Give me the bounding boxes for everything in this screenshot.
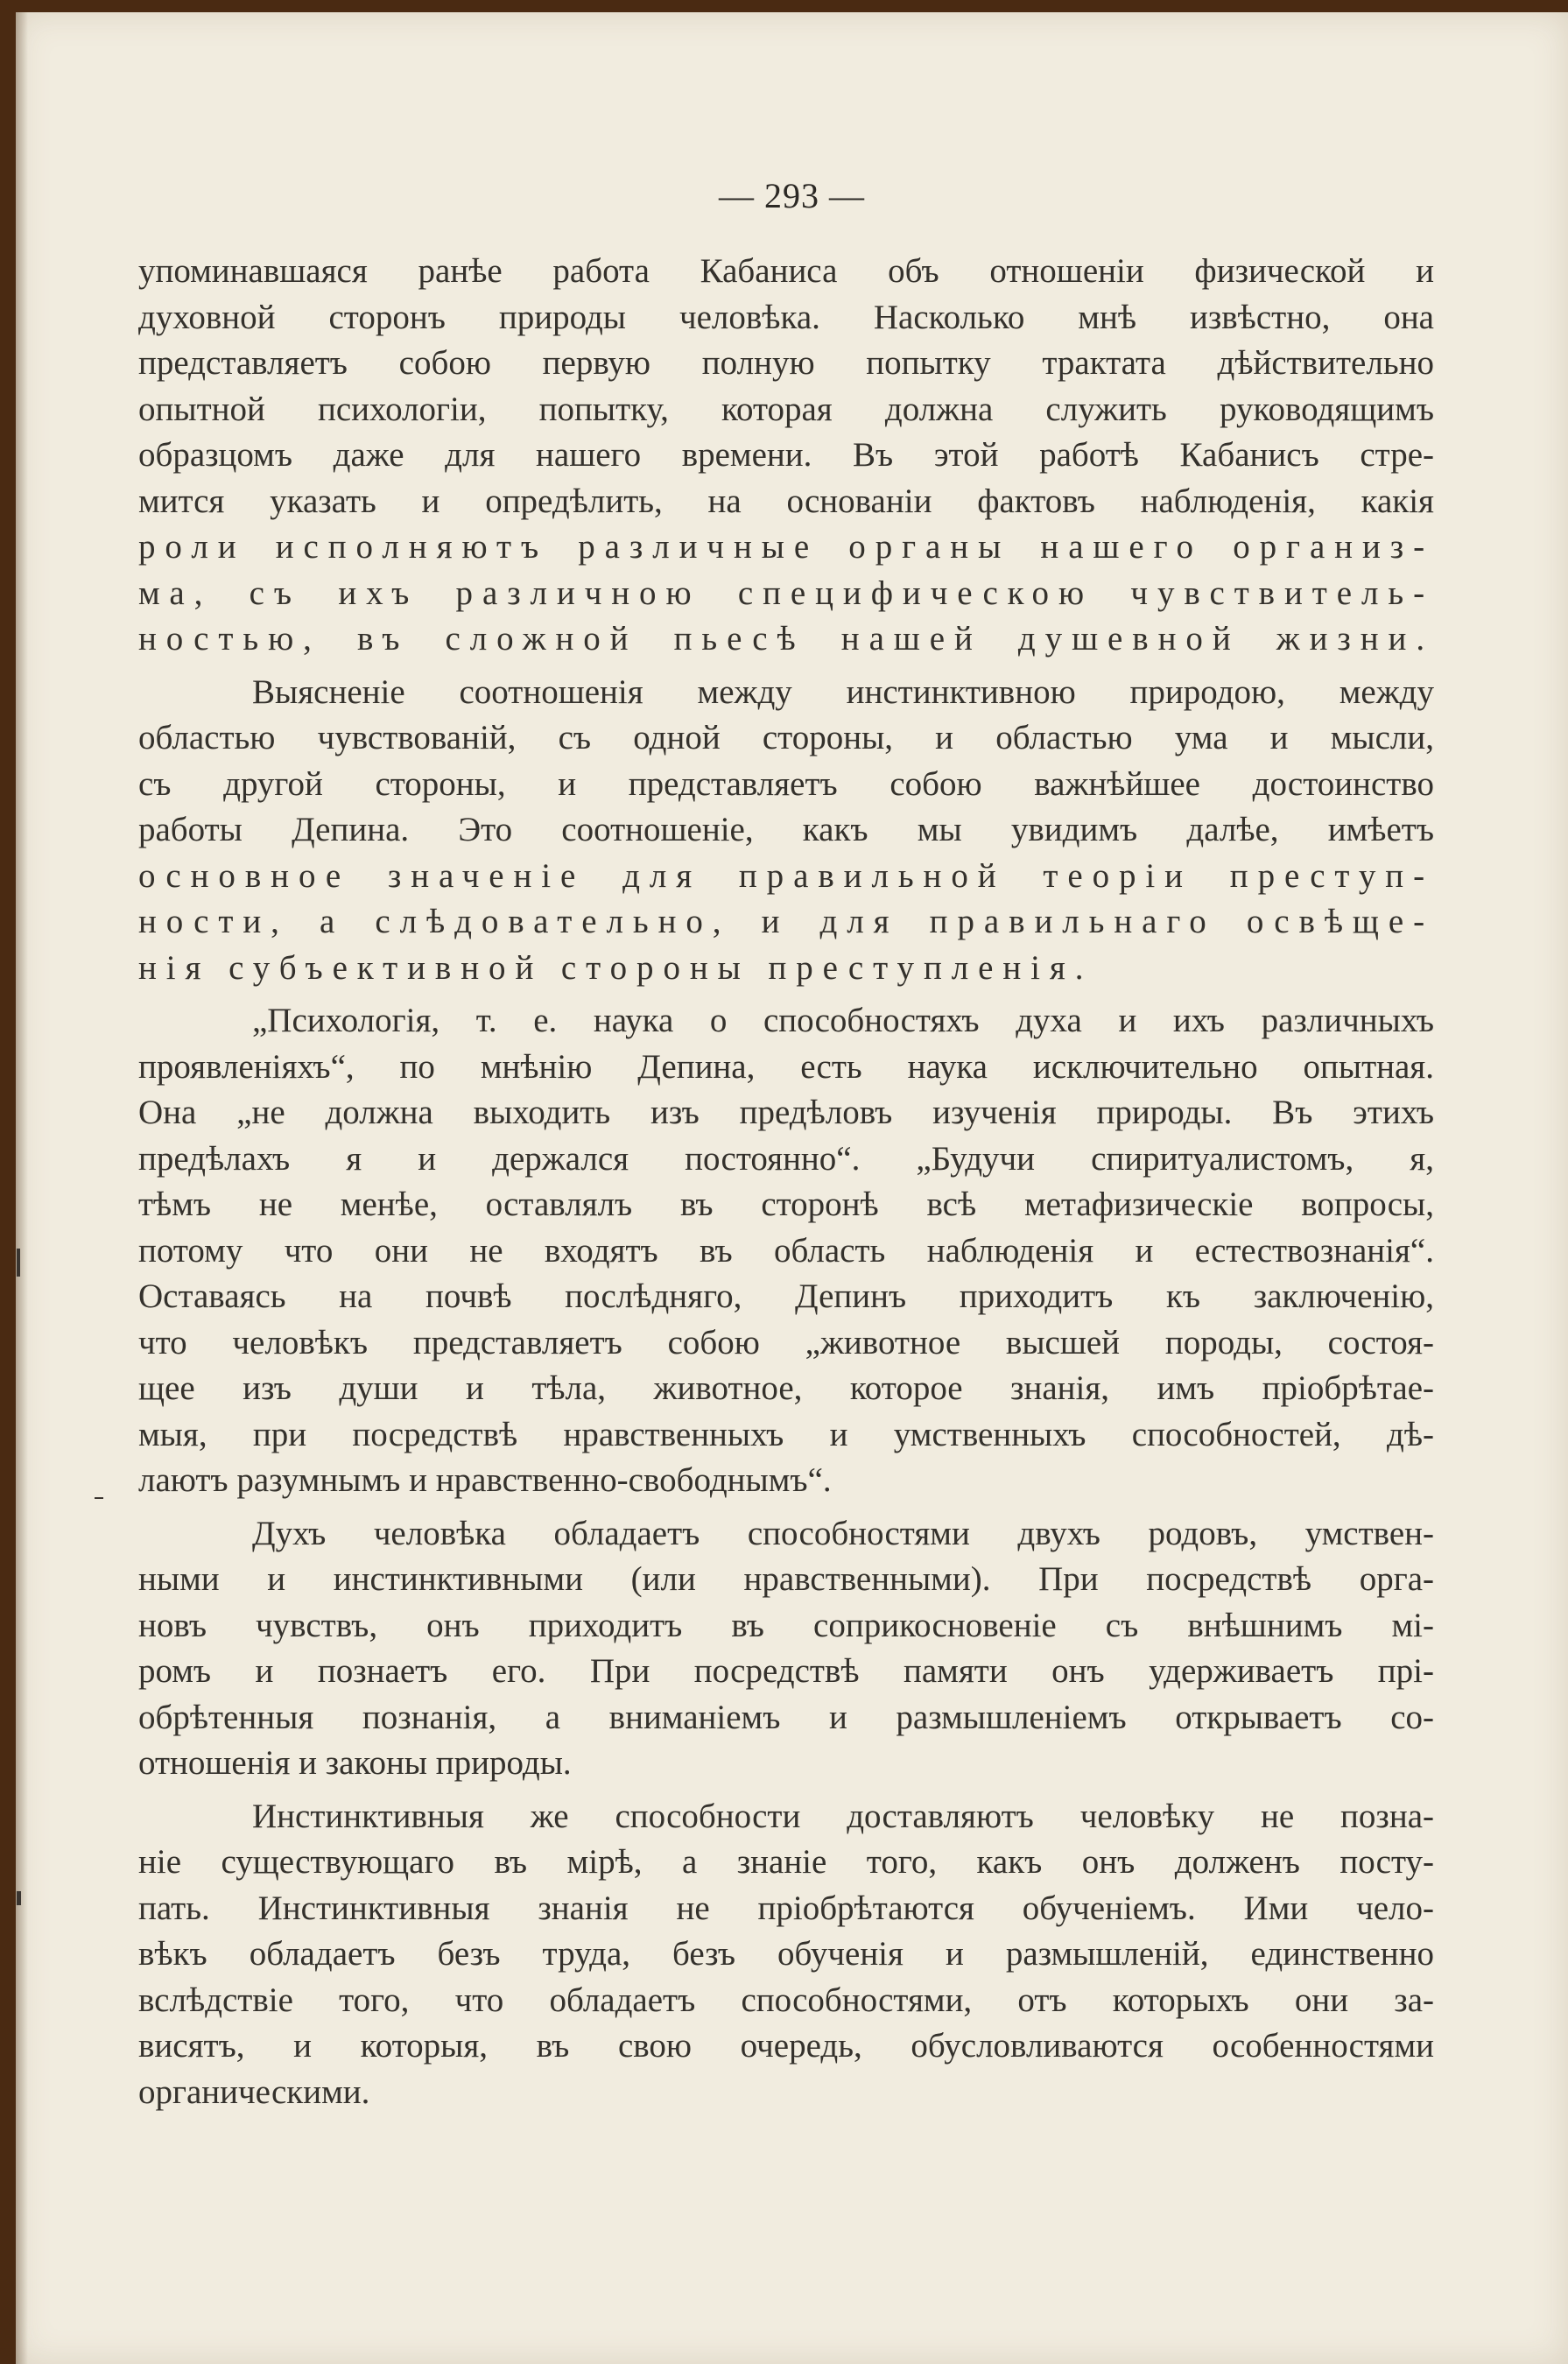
text-line: ма, съ ихъ различною специфическою чувствитель- [138,573,1434,612]
text-line: духовной сторонъ природы человѣка. Насколько мнѣ извѣстно, она [138,298,1434,336]
text-line: мится указать и опредѣлить, на основаніи фактовъ наблюденія, какія [138,482,1434,520]
text-line: „Психологія, т. е. наука о способностяхъ духа и ихъ различныхъ [252,1002,1434,1039]
paragraph-gap [138,663,1434,670]
text-line: потому что они не входятъ въ область наблюденія и естествознанія“. [138,1231,1434,1270]
text-line: пать. Инстинктивныя знанія не пріобрѣтаются обученіемъ. Ими чело- [138,1889,1434,1927]
text-line: основное значеніе для правильной теоріи преступ- [138,856,1434,895]
text-line: щее изъ души и тѣла, животное, которое знанія, имъ пріобрѣтае- [138,1369,1434,1407]
text-line: ными и инстинктивными (или нравственными). При посредствѣ орга- [138,1560,1434,1598]
text-line: что человѣкъ представляетъ собою „животное высшей породы, состоя- [138,1323,1434,1361]
text-line: ностью, въ сложной пьесѣ нашей душевной жизни. [138,620,1434,658]
paragraph-gap [138,1504,1434,1511]
text-line: лаютъ разумнымъ и нравственно-свободнымъ“. [138,1461,832,1499]
text-line: предѣлахъ я и держался постоянно“. „Будучи спиритуалистомъ, я, [138,1139,1434,1178]
text-line: новъ чувствъ, онъ приходитъ въ соприкосновеніе съ внѣшнимъ мі- [138,1606,1434,1644]
paragraph [138,249,1434,663]
text-line: ности, а слѣдовательно, и для правильнаго освѣще- [138,903,1434,940]
page-edge-shadow [16,12,28,2364]
text-line: тѣмъ не менѣе, оставлялъ въ сторонѣ всѣ метафизическіе вопросы, [138,1186,1434,1223]
paragraph-gap [138,991,1434,998]
body-text [138,249,1434,2115]
text-line: упоминавшаяся ранѣе работа Кабаниса объ отношеніи физической и [138,252,1434,290]
paragraph-gap [138,1787,1434,1794]
text-line: образцомъ даже для нашего времени. Въ этой работѣ Кабанисъ стре- [138,436,1434,474]
paragraph [138,1511,1434,1787]
text-line: мыя, при посредствѣ нравственныхъ и умственныхъ способностей, дѣ- [138,1415,1434,1453]
text-line: органическими. [138,2072,370,2111]
text-line: роли исполняютъ различные органы нашего организ- [138,528,1434,566]
text-line: ніе существующаго въ мірѣ, а знаніе того, какъ онъ долженъ посту- [138,1843,1434,1881]
text-line: Инстинктивныя же способности доставляютъ человѣку не позна- [252,1797,1434,1835]
paragraph [138,1794,1434,2116]
paragraph [138,998,1434,1504]
margin-mark [17,1249,20,1277]
text-line: Выясненіе соотношенія между инстинктивною природою, между [252,672,1434,711]
text-line: представляетъ собою первую полную попытку трактата дѣйствительно [138,344,1434,382]
margin-mark [17,1891,21,1905]
text-line: обрѣтенныя познанія, а вниманіемъ и размышленіемъ открываетъ со- [138,1698,1434,1736]
text-line: Она „не должна выходить изъ предѣловъ изученія природы. Въ этихъ [138,1094,1434,1131]
margin-mark [95,1497,103,1499]
page-number: — 293 — [719,176,865,215]
text-line: Духъ человѣка обладаетъ способностями двухъ родовъ, умствен- [252,1514,1434,1552]
text-line: висятъ, и которыя, въ свою очередь, обусловливаются особенностями [138,2027,1434,2065]
text-line: областью чувствованій, съ одной стороны, и областью ума и мысли, [138,719,1434,756]
text-line: Оставаясь на почвѣ послѣдняго, Депинъ приходитъ къ заключенію, [138,1277,1434,1315]
text-line: вѣкъ обладаетъ безъ труда, безъ обученія и размышленій, единственно [138,1935,1434,1973]
text-line: ромъ и познаетъ его. При посредствѣ памяти онъ удерживаетъ прі- [138,1652,1434,1690]
paragraph [138,670,1434,992]
book-page [16,12,1568,2364]
text-line: вслѣдствіе того, что обладаетъ способностями, отъ которыхъ они за- [138,1981,1434,2019]
text-line: нія субъективной стороны преступленія. [138,948,1093,987]
text-line: проявленіяхъ“, по мнѣнію Депина, есть наука исключительно опытная. [138,1047,1434,1086]
text-line: работы Депина. Это соотношеніе, какъ мы увидимъ далѣе, имѣетъ [138,811,1434,848]
text-line: съ другой стороны, и представляетъ собою важнѣйшее достоинство [138,764,1434,803]
text-line: опытной психологіи, попытку, которая должна служить руководящимъ [138,390,1434,428]
text-line: отношенія и законы природы. [138,1744,572,1782]
